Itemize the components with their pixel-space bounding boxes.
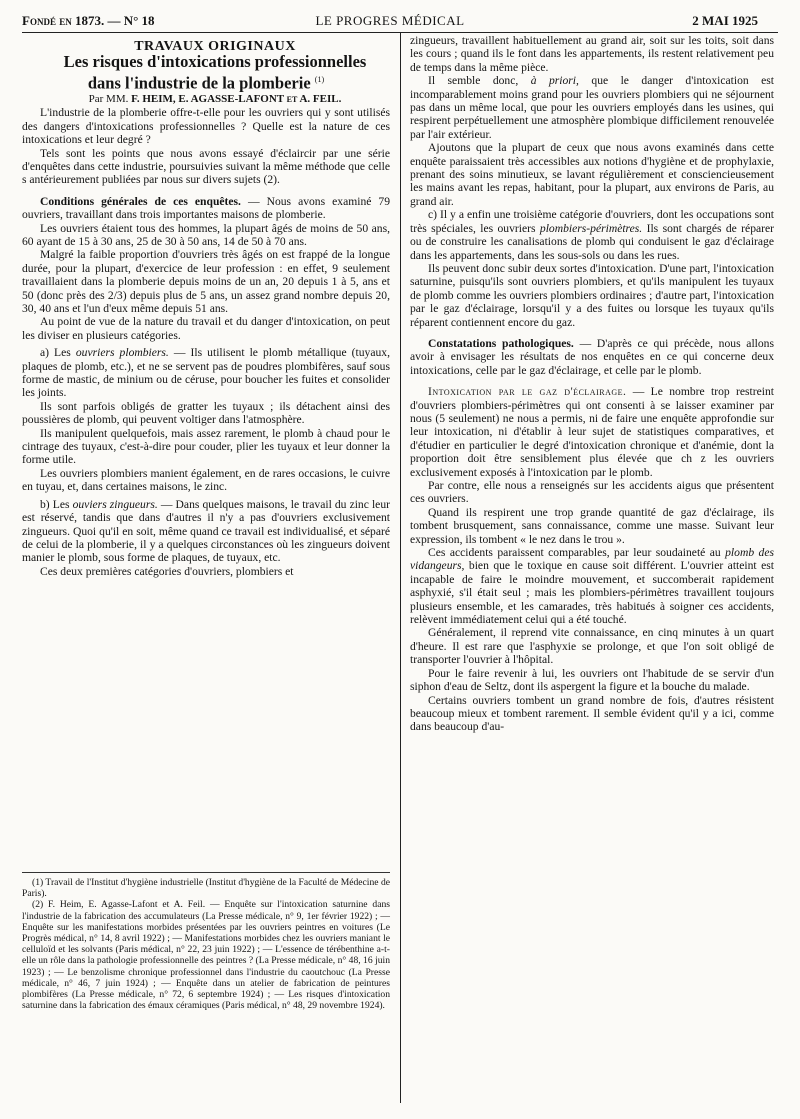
article-title [22, 53, 390, 93]
paragraph: Quand ils respirent une trop grande quantité de gaz d'éclairage, ils tombent brusquement, sans connaissance, comme une masse. Suivant leur expression, ils tombent « le nez dans le trou ». [410, 505, 774, 546]
paragraph: Généralement, il reprend vite connaissance, en cinq minutes à un quart d'heure. Il est rare que l'asphyxie se prolonge, et que l'on soit obligé de transporter l'ouvrier à l'hôpital. [410, 626, 774, 667]
subheading-constatations: Constatations pathologiques. [428, 336, 574, 350]
paragraph: Ces deux premières catégories d'ouvriers, plombiers et [40, 564, 294, 578]
paragraph: Ces accidents paraissent comparables, par leur soudaineté au plomb des vidangeurs, bien que le toxique en cause soit différent. L'ouvrier atteint est incapable de faire le moindre mouvement, et succomberait rapidement asphyxié, s'il était seul ; mais les plombiers-périmètres travaillent toujours plusieurs ensemble, et les camarades, très habitués à soigner ces accidents, relèvent immédiatement celui qui a été touché. [410, 546, 774, 627]
footnote-2: (2) F. Heim, E. Agasse-Lafont et A. Feil. — Enquête sur l'intoxication saturnine dans l'industrie de la fabrication des accumulateurs (La Presse médicale, n° 9, 1er février 1922) ; — Enquête sur les manifestations morbides présentées par les ouvriers peintres en voitures (Le Progrès médical, n° 14, 8 avril 1922) ; — Manifestations morbides chez les ouvriers maniant le celluloïd et les solvants (Paris médical, n° 22, 23 juin 1922) ; — L'essence de térébenthine a-t-elle un rôle dans la pathologie professionnelle des peintres ? (La Presse médicale, n° 48, 16 juin 1923) ; — Le benzolisme chronique professionnel dans l'industrie du caoutchouc (La Presse médicale, n° 46, 7 juin 1924) ; — Enquête dans un atelier de fabrication de peintures plombifères (La Presse médicale, n° 72, 6 septembre 1924) ; — Les risques d'intoxication saturnine dans la fabrication des émaux céramiques (Paris médical, n° 48, 29 novembre 1924). [22, 899, 390, 1012]
term-plomb-vidangeurs: plomb des vidangeurs, [410, 546, 774, 573]
left-column [22, 40, 390, 578]
term-plombiers-perimetres: plombiers-périmètres. [539, 221, 643, 235]
term-ouvriers-zingueurs: ouviers zingueurs. [72, 497, 158, 511]
title-footnote-mark: (1) [314, 75, 325, 85]
paragraph: zingueurs, travaillent habituellement au grand air, soit sur les toits, soit dans les cours ; quand ils le font dans les appartements, ils restent relativement peu de temps dans la même pièce. [410, 34, 774, 74]
footnote-1: (1) Travail de l'Institut d'hygiène industrielle (Institut d'hygiène de la Faculté de Médecine de Paris). [22, 877, 390, 900]
footnote-rule [22, 872, 390, 873]
paragraph: Ils manipulent quelquefois, mais assez rarement, le plomb à chaud pour le cintrage des tuyaux, c'est-à-dire pour couder, plier les tuyaux et leur donner la forme utile. [22, 426, 390, 467]
journal-title: LE PROGRES MÉDICAL [315, 13, 465, 28]
paragraph: Ils peuvent donc subir deux sortes d'intoxication. D'une part, l'intoxication saturnine, puisqu'ils sont ouvriers plombiers, et qu'ils manipulent les tuyaux de plomb comme les ouvriers plombiers ordinaires ; d'autre part, l'intoxication par le gaz d'éclairage, lorsqu'il y a des fuites ou lorsque les tuyaux qu'ils réparent contiennent encore du gaz. [410, 261, 774, 329]
paragraph: Au point de vue de la nature du travail et du danger d'intoxication, on peut les diviser en plusieurs catégories. [22, 315, 390, 342]
paragraph: Intoxication par le gaz d'éclairage. — Le nombre trop restreint d'ouvriers plombiers-périmètres qui ont consenti à se laisser examiner par nous (5 seulement) ne nous a permis, ni de faire une enquête approfondie sur leur intoxication, ni d'établir à leur sujet de statistiques comparatives, et d'étudier en particulier le degré d'intoxication chronique et d'anémie, dont la proportion doit être sensiblement plus élevée que ch z les ouvriers exclusivement exposés à l'intoxication par le plomb. [410, 385, 774, 479]
footnotes [22, 872, 390, 1011]
authors-prefix: Par MM. [88, 92, 129, 105]
term-a-priori: à priori, [530, 74, 579, 88]
paragraph: a) Les ouvriers plombiers. — Ils utilisent le plomb métallique (tuyaux, plaques de plomb, etc.), et ne se servent pas de poudres plombifères, sauf sous forme de mastic, de minium ou de céruse, pour boucher les fuites et consolider les joints. [22, 346, 390, 400]
paragraph: Malgré la faible proportion d'ouvriers très âgés on est frappé de la longue durée, pour la plupart, d'exercice de leur profession : en effet, 9 seulement travaillaient dans la plomberie depuis moins de un an, 20 depuis 1 à 5, ans et 50 (donc près des 2/3) depuis plus de 5 ans, un assez grand nombre depuis 20, 30, 40 ans et l'un d'eux même depuis 51 ans. [22, 248, 390, 315]
paragraph: Les ouvriers étaient tous des hommes, la plupart âgés de moins de 50 ans, 60 ayant de 15 à 30 ans, 25 de 30 à 50 ans, 14 de 50 à 70 ans. [22, 221, 390, 248]
paragraph: Constatations pathologiques. — D'après ce qui précède, nous allons avoir à envisager les résultats de nos enquêtes en ce qui concerne deux intoxications, celle par le gaz d'éclairage, et celle par le plomb. [410, 336, 774, 377]
paragraph: Tels sont les points que nous avons essayé d'éclaircir par une série d'enquêtes dans cette industrie, poursuivies suivant la même méthode que celle s antérieurement publiées par nous sur divers sujets (2). [22, 146, 390, 187]
paragraph: Ajoutons que la plupart de ceux que nous avons examinés dans cette enquête paraissaient très accessibles aux notions d'hygiène et de prophylaxie, prenant des soins minutieux, se lavant régulièrement et consciencieusement les mains avant les repas, habitant, pour la plupart, aux environs de Paris, au grand air. [410, 141, 774, 208]
paragraph: b) Les ouviers zingueurs. — Dans quelques maisons, le travail du zinc leur est réservé, tandis que dans d'autres il n'y a pas d'ouvriers exclusivement zingueurs. Quoi qu'il en soit, même quand ce travail est individualisé, et séparé de celui de la plomberie, il y a quelques circonstances où les zingueurs doivent manier le plomb, sous forme de plaques, de tuyaux, etc. [22, 497, 390, 565]
paragraph: Les ouvriers plombiers manient également, en de rares occasions, le cuivre en tuyau, et, dans certaines maisons, le zinc. [22, 466, 390, 494]
section-heading: TRAVAUX ORIGINAUX [134, 39, 296, 54]
article-title-line1: Les risques d'intoxications professionnelles [63, 52, 367, 72]
right-column [410, 34, 774, 734]
article-title-line2: dans l'industrie de la plomberie [87, 73, 311, 93]
subheading-intoxication-gaz: Intoxication par le gaz d'éclairage. [428, 385, 627, 399]
founded-issue: Fondé en 1873. — N° 18 [22, 13, 155, 28]
paragraph: c) Il y a enfin une troisième catégorie d'ouvriers, dont les occupations sont très spéciales, les ouvriers plombiers-périmètres. Ils sont chargés de réparer ou de construire les canalisations de plomb qui conduisent le gaz d'éclairage dans les appartements, dans les sous-sols ou dans les rues. [410, 208, 774, 262]
subheading-conditions: Conditions générales de ces enquêtes. [40, 194, 241, 208]
paragraph: Par contre, elle nous a renseignés sur les accidents aigus que présentent ces ouvriers. [410, 479, 774, 506]
paragraph: Certains ouvriers tombent un grand nombre de fois, d'autres résistent beaucoup mieux et tombent rarement. Il semble évident qu'il y a ici, comme dans beaucoup d'au- [410, 693, 774, 734]
authors-line [22, 93, 390, 106]
paragraph: L'industrie de la plomberie offre-t-elle pour les ouvriers qui y sont utilisés des dangers d'intoxications professionnelles ? Quelle est la nature de ces intoxications et leur degré ? [22, 106, 390, 147]
term-ouvriers-plombiers: ouvriers plombiers. [75, 346, 169, 360]
issue-date: 2 MAI 1925 [692, 13, 758, 28]
page-header [22, 13, 758, 29]
paragraph: Ils sont parfois obligés de gratter les tuyaux ; ils détachent ainsi des poussières de plomb, qui peuvent voltiger dans l'atmosphère. [22, 399, 390, 427]
paragraph: Pour le faire revenir à lui, les ouvriers ont l'habitude de se servir d'un siphon d'eau de Seltz, dont ils aspergent la figure et la bouche du malade. [410, 666, 774, 694]
authors-names: F. HEIM, E. AGASSE-LAFONT et A. FEIL. [131, 92, 342, 105]
column-divider [400, 33, 401, 1103]
paragraph: Il semble donc, à priori, que le danger d'intoxication est incomparablement moins grand pour les ouvriers plombiers qui ne séjournent pas dans un même local, que pour les ouvriers employés dans les usines, qui respirent perpétuellement une atmosphère plombique difficilement renouvelée par l'air extérieur. [410, 74, 774, 141]
paragraph: Conditions générales de ces enquêtes. — Nous avons examiné 79 ouvriers, travaillant dans trois importantes maisons de plomberie. [22, 194, 390, 222]
